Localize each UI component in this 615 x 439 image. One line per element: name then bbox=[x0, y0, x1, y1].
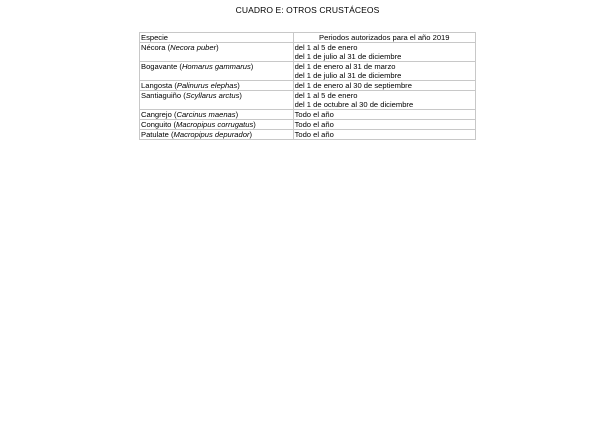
table-row bbox=[140, 62, 476, 81]
species-scientific-name: Macropipus corrugatus bbox=[176, 120, 254, 129]
table-row bbox=[140, 130, 476, 140]
species-common-name: Santiaguiño bbox=[141, 91, 182, 100]
table-row bbox=[140, 91, 476, 110]
periods-cell bbox=[293, 43, 475, 62]
species-cell: Patulate (Macropipus depurador) bbox=[140, 130, 294, 140]
species-common-name: Langosta bbox=[141, 81, 173, 90]
periods-cell bbox=[293, 62, 475, 81]
species-scientific-name: Carcinus maenas bbox=[176, 110, 236, 119]
periods-cell bbox=[293, 81, 475, 91]
periods-cell bbox=[293, 91, 475, 110]
table-row bbox=[140, 110, 476, 120]
species-cell: Santiaguiño (Scyllarus arctus) bbox=[140, 91, 294, 110]
crustacean-periods-table bbox=[139, 32, 476, 140]
species-cell: Nécora (Necora puber) bbox=[140, 43, 294, 62]
period-line: Todo el año bbox=[294, 130, 334, 139]
species-cell: Langosta (Palinurus elephas) bbox=[140, 81, 294, 91]
species-cell: Conguito (Macropipus corrugatus) bbox=[140, 120, 294, 130]
species-scientific-name: Scyllarus arctus bbox=[185, 91, 240, 100]
period-line: del 1 de enero al 31 de marzo bbox=[294, 62, 396, 71]
table-row bbox=[140, 120, 476, 130]
table-row bbox=[140, 43, 476, 62]
species-column-header: Especie bbox=[140, 33, 294, 43]
table-header-row bbox=[140, 33, 476, 43]
species-scientific-name: Necora puber bbox=[170, 43, 217, 52]
species-common-name: Bogavante bbox=[141, 62, 178, 71]
species-common-name: Patulate bbox=[141, 130, 169, 139]
table-title: CUADRO E: OTROS CRUSTÁCEOS bbox=[235, 5, 380, 15]
table-row bbox=[140, 81, 476, 91]
period-line: del 1 de enero al 30 de septiembre bbox=[294, 81, 412, 90]
species-cell: Cangrejo (Carcinus maenas) bbox=[140, 110, 294, 120]
periods-cell bbox=[293, 120, 475, 130]
period-line: del 1 de julio al 31 de diciembre bbox=[294, 71, 402, 80]
period-line: del 1 de octubre al 30 de diciembre bbox=[294, 100, 414, 109]
period-line: del 1 al 5 de enero bbox=[294, 91, 358, 100]
species-common-name: Conguito bbox=[141, 120, 172, 129]
periods-cell bbox=[293, 110, 475, 120]
period-line: del 1 de julio al 31 de diciembre bbox=[294, 52, 402, 61]
periods-column-header: Periodos autorizados para el año 2019 bbox=[293, 33, 475, 43]
species-common-name: Cangrejo bbox=[141, 110, 172, 119]
period-line: Todo el año bbox=[294, 120, 334, 129]
species-common-name: Nécora bbox=[141, 43, 166, 52]
period-line: Todo el año bbox=[294, 110, 334, 119]
period-line: del 1 al 5 de enero bbox=[294, 43, 358, 52]
species-scientific-name: Macropipus depurador bbox=[173, 130, 250, 139]
species-scientific-name: Homarus gammarus bbox=[181, 62, 251, 71]
periods-cell bbox=[293, 130, 475, 140]
species-scientific-name: Palinurus elephas bbox=[176, 81, 238, 90]
species-cell: Bogavante (Homarus gammarus) bbox=[140, 62, 294, 81]
